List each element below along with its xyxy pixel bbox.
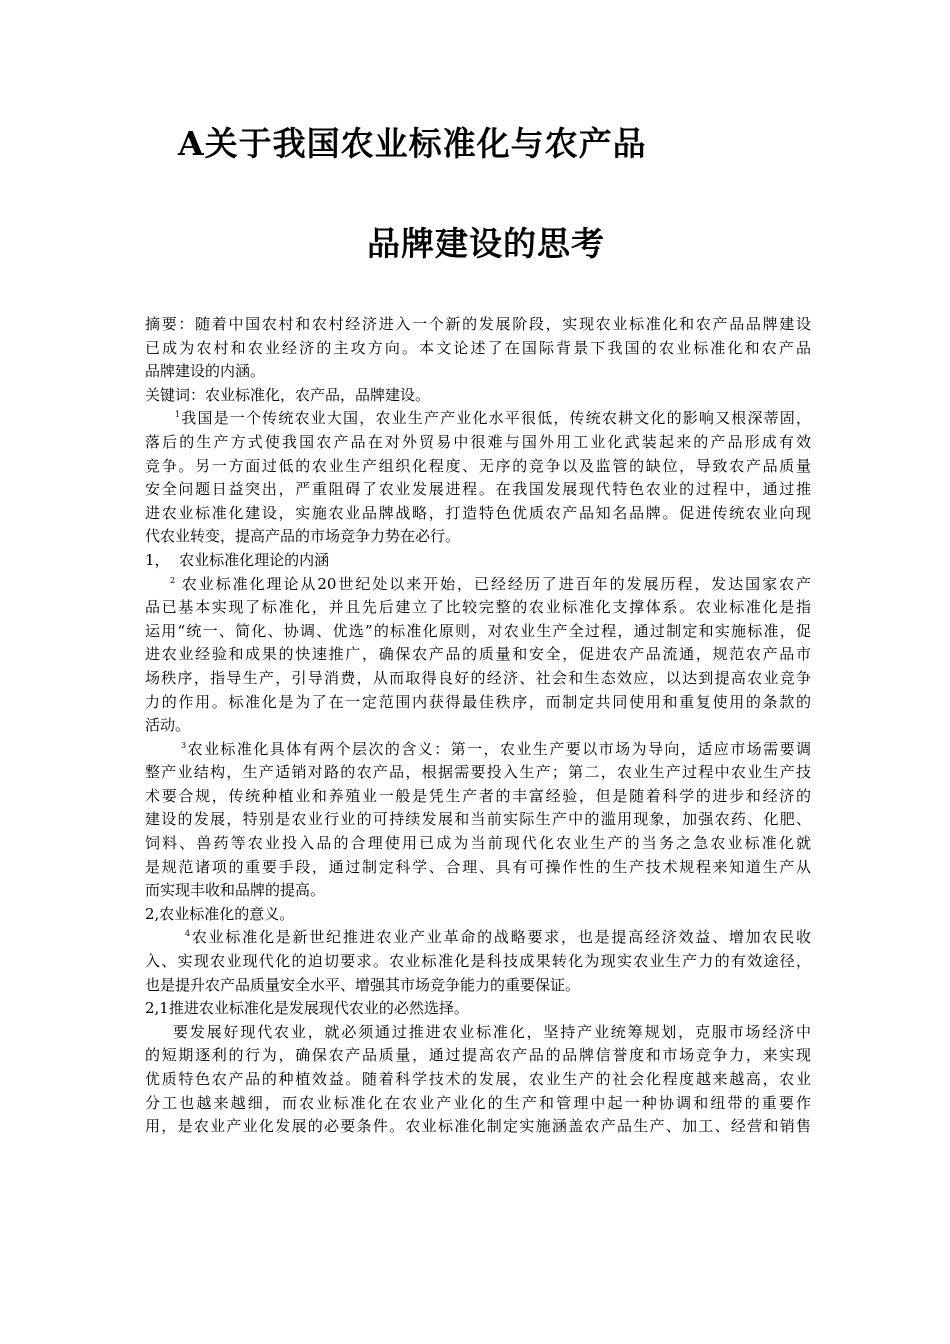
paragraph-line: 代农业转变，提高产品的市场竞争力势在必行。: [145, 527, 461, 546]
paragraph-line: 优质特色农产品的种植效益。随着科学技术的发展，农业生产的社会化程度越来越高，农业: [145, 1070, 811, 1088]
paragraph-line: 安全问题日益突出，严重阻碍了农业发展进程。在我国发展现代特色农业的过程中，通过推: [145, 480, 811, 499]
paragraph-line: $^4$农业标准化是新世纪推进农业产业革命的战略要求，也是提高经济效益、增加农民收: [185, 928, 811, 947]
paragraph-line: 场秩序，指导生产，引导消费，从而取得良好的经济、社会和生态效应，以达到提高农业竞争: [145, 668, 811, 687]
abstract-line: 已成为农村和农业经济的主攻方向。本文论述了在国际背景下我国的农业标准化和农产品: [145, 338, 811, 357]
paragraph-line: $^3$农业标准化具体有两个层次的含义：第一，农业生产要以市场为导向，适应市场需要调: [181, 739, 811, 758]
paragraph-line: 竞争。另一方面过低的农业生产组织化程度、无序的竞争以及监管的缺位，导致农产品质量: [145, 456, 811, 475]
paragraph-line: 运用“统一、简化、协调、优选”的标准化原则，对农业生产全过程，通过制定和实施标准，促: [145, 621, 811, 640]
paragraph-line: 用，是农业产业化发展的必要条件。农业标准化制定实施涵盖农产品生产、加工、经营和销售: [145, 1117, 811, 1136]
abstract-line: 摘要：随着中国农村和农村经济进入一个新的发展阶段，实现农业标准化和农产品品牌建设: [145, 315, 811, 333]
paragraph-line: $^2$ 农业标准化理论从20世纪处以来开始，已经经历了进百年的发展历程，发达国家农产: [170, 574, 811, 593]
paragraph-line: 品已基本实现了标准化，并且先后建立了比较完整的农业标准化支撑体系。农业标准化是指: [145, 598, 811, 617]
paragraph-line: 建设的发展，特别是农业行业的可持续发展和当前实际生产中的滥用现象，加强农药、化肥、: [145, 810, 811, 829]
footnote-marker: 4: [185, 929, 191, 939]
paragraph-line: 进农业标准化建设，实施农业品牌战略，打造特色优质农产品知名品牌。促进传统农业向现: [145, 503, 811, 522]
paragraph-line: 力的作用。标准化是为了在一定范围内获得最佳秩序，而制定共同使用和重复使用的条款的: [145, 692, 811, 711]
paragraph-line: 是规范诸项的重要手段，通过制定科学、合理、具有可操作性的生产技术规程来知道生产从: [145, 857, 811, 876]
document-body: [145, 313, 811, 1139]
section-heading: 2,1推进农业标准化是发展现代农业的必然选择。: [145, 999, 469, 1018]
footnote-marker: 1: [175, 410, 181, 420]
paragraph-line: 也是提升农产品质量安全水平、增强其市场竞争能力的重要保证。: [145, 975, 581, 994]
paragraph-line: $^1$我国是一个传统农业大国，农业生产产业化水平很低，传统农耕文化的影响又根深蒂固，: [175, 409, 811, 428]
paragraph-line: 要发展好现代农业，就必须通过推进农业标准化，坚持产业统筹规划，克服市场经济中: [173, 1022, 811, 1041]
keywords: 关键词：农业标准化，农产品，品牌建设。: [145, 385, 431, 404]
paragraph-line: 术要合规，传统种植业和养殖业一般是凭生产者的丰富经验，但是随着科学的进步和经济的: [145, 786, 811, 805]
abstract-line: 品牌建设的内涵。: [145, 362, 266, 381]
title-line-1: A关于我国农业标准化与农产品: [178, 124, 647, 163]
section-heading: 2,农业标准化的意义。: [145, 904, 295, 923]
paragraph-line: 分工也越来越细，而农业标准化在农业产业化的生产和管理中起一种协调和纽带的重要作: [145, 1093, 811, 1112]
footnote-marker: 2: [170, 575, 176, 585]
paragraph-line: 进农业经验和成果的快速推广，确保农产品的质量和安全，促进农产品流通，规范农产品市: [145, 645, 811, 664]
paragraph-line: 入、实现农业现代化的迫切要求。农业标准化是科技成果转化为现实农业生产力的有效途径，: [145, 952, 811, 971]
paragraph-line: 整产业结构，生产适销对路的农产品，根据需要投入生产；第二，农业生产过程中农业生产技: [145, 763, 811, 782]
paragraph-line: 落后的生产方式使我国农产品在对外贸易中很难与国外用工业化武装起来的产品形成有效: [145, 432, 811, 451]
title-line-2: 品牌建设的思考: [367, 224, 605, 263]
paragraph-line: 的短期逐利的行为，确保农产品质量，通过提高农产品的品牌信誉度和市场竞争力，来实现: [145, 1046, 811, 1065]
paragraph-line: 而实现丰收和品牌的提高。: [145, 881, 326, 900]
section-heading: 1， 农业标准化理论的内涵: [145, 550, 330, 569]
footnote-marker: 3: [181, 740, 187, 750]
paragraph-line: 饲料、兽药等农业投入品的合理使用已成为当前现代化农业生产的当务之急农业标准化就: [145, 834, 811, 853]
paragraph-line: 活动。: [145, 716, 191, 735]
